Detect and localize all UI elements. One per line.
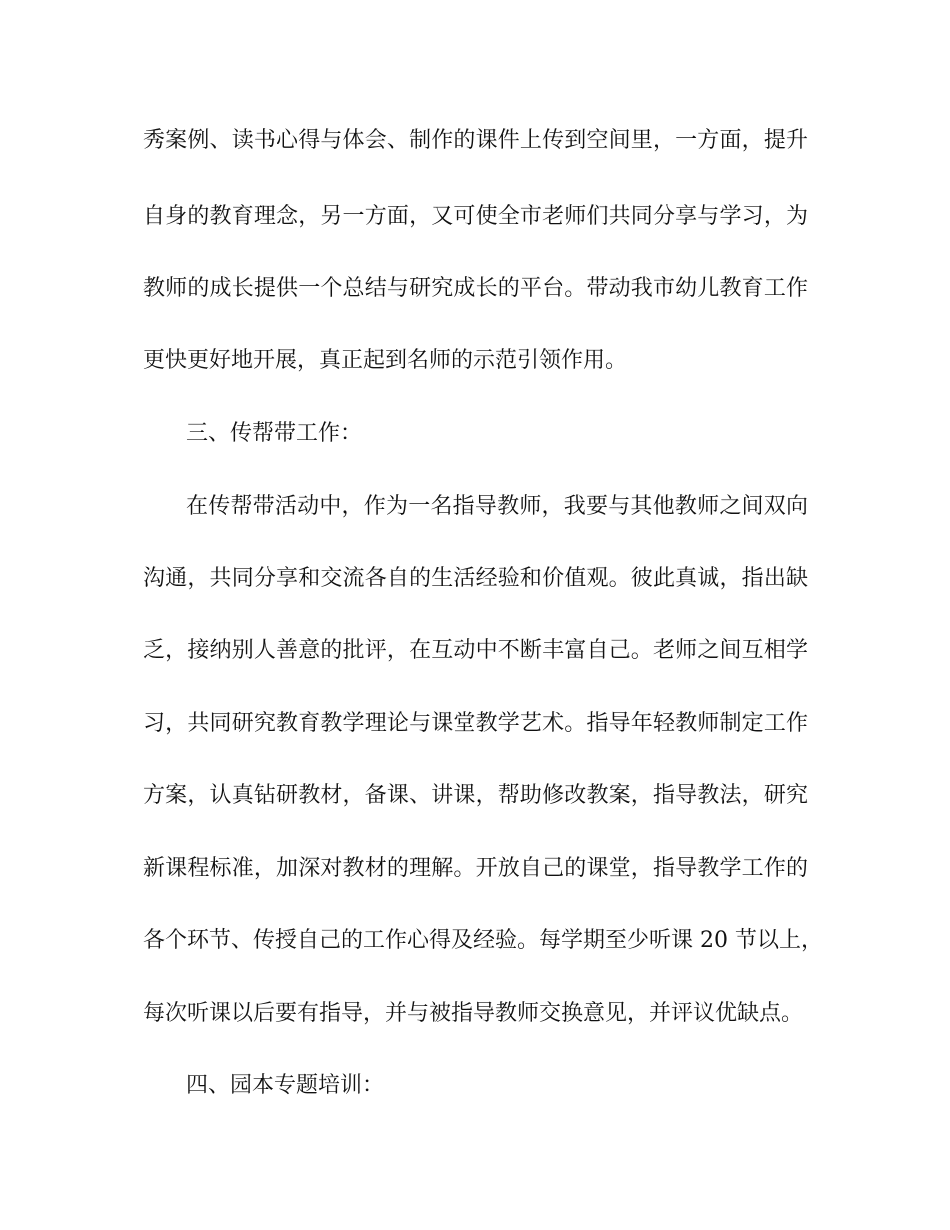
paragraph-line: 每次听课以后要有指导，并与被指导教师交换意见，并评议优缺点。 — [143, 1001, 804, 1026]
paragraph-line: 乏，接纳别人善意的批评，在互动中不断丰富自己。老师之间互相学 — [143, 638, 808, 663]
paragraph-line: 沟通，共同分享和交流各自的生活经验和价值观。彼此真诚，指出缺 — [143, 566, 808, 591]
paragraph-line: 习，共同研究教育教学理论与课堂教学艺术。指导年轻教师制定工作 — [143, 711, 808, 736]
paragraph-line: 秀案例、读书心得与体会、制作的课件上传到空间里，一方面，提升 — [143, 128, 808, 153]
paragraph-line: 新课程标准，加深对教材的理解。开放自己的课堂，指导教学工作的 — [143, 856, 808, 881]
paragraph-line: 更快更好地开展，真正起到名师的示范引领作用。 — [143, 348, 628, 373]
paragraph-line: 自身的教育理念，另一方面，又可使全市老师们共同分享与学习，为 — [143, 204, 808, 229]
section-heading: 四、园本专题培训： — [186, 1073, 385, 1098]
paragraph-line: 方案，认真钻研教材，备课、讲课，帮助修改教案，指导教法，研究 — [143, 783, 808, 808]
paragraph-line: 在传帮带活动中，作为一名指导教师，我要与其他教师之间双向 — [186, 494, 808, 519]
paragraph-line: 各个环节、传授自己的工作心得及经验。每学期至少听课 20 节以上， — [143, 928, 823, 953]
paragraph-line: 教师的成长提供一个总结与研究成长的平台。带动我市幼儿教育工作 — [143, 276, 808, 301]
section-heading: 三、传帮带工作： — [186, 421, 363, 446]
